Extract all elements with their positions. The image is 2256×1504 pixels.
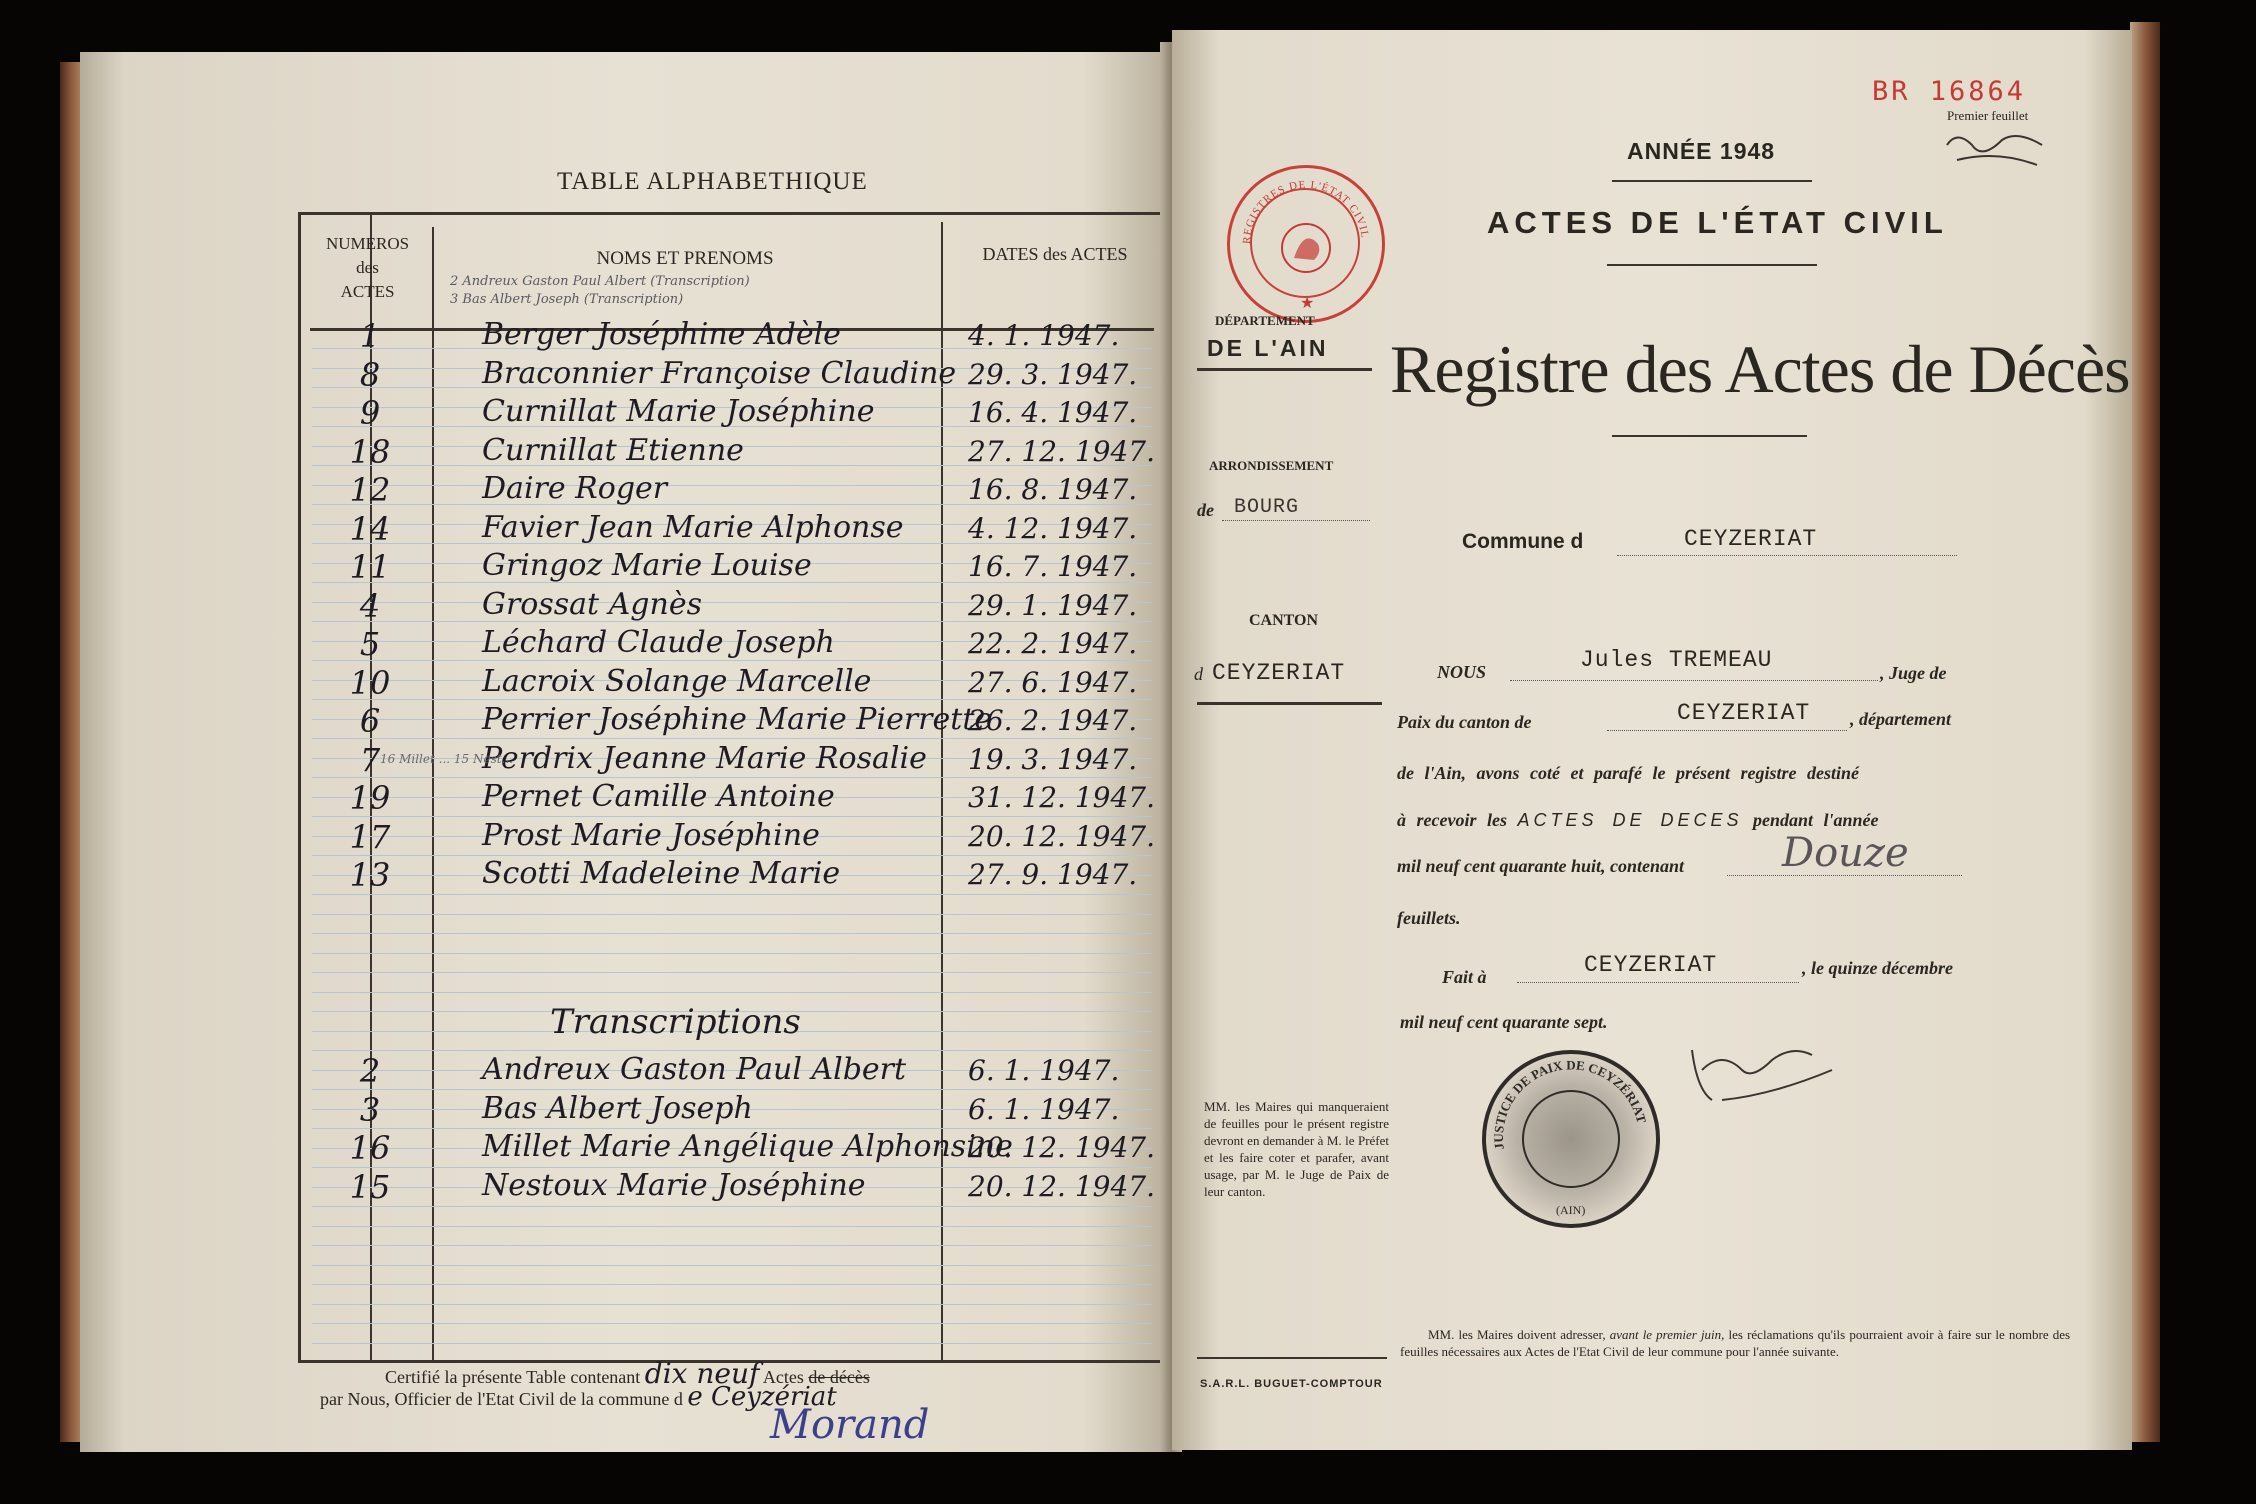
body-line-3: de l'Ain, avons coté et parafé le présent registre destiné (1397, 763, 1859, 783)
ruled-line (312, 992, 1152, 993)
entry-number: 18 (349, 432, 391, 471)
ruled-line (312, 738, 1152, 739)
contenant-handwritten: Douze (1782, 830, 1909, 876)
entry-date: 22. 2. 1947. (968, 627, 1138, 660)
mm-maires-note: MM. les Maires qui manqueraient de feuilles pour le présent registre devront en demander à M. le Préfet et les faire coter et parafer, avant usage, par M. le Juge de Paix de leur canton. (1204, 1099, 1389, 1199)
justice-seal (1482, 1050, 1660, 1228)
entry-name: Perrier Joséphine Marie Pierrette (482, 702, 993, 737)
entry-number: 14 (349, 509, 391, 548)
initials-mark (1937, 125, 2047, 175)
ruled-line (312, 1304, 1152, 1305)
commune-line (1617, 555, 1957, 556)
entry-date: 26. 2. 1947. (968, 704, 1138, 737)
entry-date: 31. 12. 1947. (968, 781, 1156, 814)
transcriptions-heading: Transcriptions (550, 1002, 801, 1042)
entry-number: 11 (349, 548, 391, 586)
ruled-line (312, 1323, 1152, 1324)
registre-title: Registre des Actes de Décès (1390, 331, 2130, 407)
canton-rule (1197, 702, 1382, 705)
entry-name: Gringoz Marie Louise (482, 548, 812, 583)
registre-rule (1612, 435, 1807, 437)
certification-line-2: par Nous, Officier de l'Etat Civil de la commune d e Ceyzériat (320, 1382, 837, 1412)
canton-label: CANTON (1249, 612, 1319, 629)
annee-rule (1612, 180, 1812, 182)
entry-name: Millet Marie Angélique Alphonsine (482, 1129, 1013, 1164)
svg-text:REGISTRES DE L'ÉTAT CIVIL: REGISTRES DE L'ÉTAT CIVIL (1240, 178, 1371, 245)
right-page (1172, 30, 2132, 1450)
entry-date: 16. 7. 1947. (968, 550, 1138, 583)
body-line-5: mil neuf cent quarante huit, contenant (1397, 856, 1685, 876)
entry-number: 8 (359, 355, 381, 394)
entry-name: Curnillat Marie Joséphine (482, 394, 875, 429)
entry-name: Lacroix Solange Marcelle (482, 663, 872, 699)
entry-name: Favier Jean Marie Alphonse (482, 509, 904, 545)
register-reference: BR 16864 (1872, 76, 2027, 107)
entry-date: 4. 1. 1947. (968, 319, 1120, 352)
fait-value: CEYZERIAT (1584, 952, 1718, 978)
ruled-line (312, 1265, 1152, 1266)
body-line-4: à recevoir les ACTES DE DECES pendant l'année (1397, 810, 1879, 830)
open-register-book (60, 22, 2160, 1452)
entry-date: 6. 1. 1947. (968, 1054, 1120, 1087)
ruled-line (312, 914, 1152, 915)
entry-date: 27. 12. 1947. (968, 434, 1156, 468)
entry-number: 2 (359, 1052, 381, 1090)
arrondissement-prefix: de (1197, 500, 1214, 520)
left-page (80, 52, 1170, 1452)
actes-rule (1607, 264, 1817, 266)
header-annotation-2: 3 Bas Albert Joseph (Transcription) (450, 292, 684, 307)
entry-number: 7 (359, 740, 381, 779)
entry-number: 1 (359, 317, 381, 355)
entry-date: 27. 9. 1947. (968, 858, 1138, 891)
arrondissement-value: BOURG (1234, 496, 1300, 519)
departement-label: DÉPARTEMENT (1215, 313, 1315, 328)
commune-handwritten: e Ceyzériat (687, 1382, 837, 1412)
book-edge-right (2130, 22, 2160, 1442)
printer-rule (1197, 1357, 1387, 1359)
officer-signature: Morand (770, 1402, 930, 1448)
ruled-line (312, 953, 1152, 954)
arrondissement-line (1222, 520, 1370, 521)
red-registry-stamp (1227, 165, 1385, 323)
entry-name: Scotti Madeleine Marie (482, 856, 841, 891)
juge-name: Jules TREMEAU (1580, 647, 1773, 673)
entry-date: 29. 1. 1947. (968, 588, 1138, 622)
entry-name: Bas Albert Joseph (482, 1090, 753, 1126)
entry-date: 20. 12. 1947. (968, 1169, 1156, 1203)
actes-de-deces: ACTES DE DECES (1517, 810, 1743, 830)
canton-value: CEYZERIAT (1212, 660, 1346, 686)
entry-name: Prost Marie Joséphine (482, 817, 820, 853)
header-dates: DATES des ACTES (982, 244, 1128, 264)
ruled-line (312, 972, 1152, 973)
ruled-line (312, 933, 1152, 934)
printer-name: S.A.R.L. BUGUET-COMPTOUR (1200, 1378, 1383, 1390)
entry-date: 6. 1. 1947. (968, 1092, 1120, 1126)
entry-name: Curnillat Etienne (482, 432, 744, 468)
header-annotation-1: 2 Andreux Gaston Paul Albert (Transcription) (450, 274, 750, 289)
paix-du-canton-label: Paix du canton de (1397, 712, 1532, 732)
arrondissement-label: ARRONDISSEMENT (1209, 458, 1334, 473)
fait-year: mil neuf cent quarante sept. (1400, 1012, 1608, 1032)
ruled-line (312, 1050, 1152, 1051)
svg-text:★: ★ (1300, 295, 1315, 312)
entry-number: 12 (349, 471, 391, 509)
ruled-line (312, 660, 1152, 661)
entry-number: 15 (349, 1167, 391, 1206)
ruled-line (312, 1343, 1152, 1344)
departement-rule (1197, 368, 1372, 371)
entry-number: 9 (359, 394, 381, 432)
entry-name: Andreux Gaston Paul Albert (482, 1052, 907, 1087)
entry-name: Daire Roger (482, 471, 668, 506)
commune-value: CEYZERIAT (1684, 526, 1818, 552)
juge-de-label: , Juge de (1880, 663, 1947, 683)
fait-date: , le quinze décembre (1802, 958, 1953, 978)
entry-name: Nestoux Marie Joséphine (482, 1167, 866, 1203)
entry-date: 4. 12. 1947. (968, 511, 1138, 545)
entry-date: 20. 12. 1947. (968, 819, 1156, 853)
header-numeros: NUMEROS des ACTES (325, 234, 410, 301)
ruled-line (312, 699, 1152, 700)
entry-date: 16. 8. 1947. (968, 473, 1138, 506)
col-divider-3 (941, 222, 943, 1362)
paix-value: CEYZERIAT (1677, 700, 1811, 726)
premier-feuillet-label: Premier feuillet (1947, 108, 2029, 123)
fait-line (1517, 982, 1799, 983)
count-handwritten: dix neuf (644, 1357, 760, 1390)
ruled-line (312, 1245, 1152, 1246)
commune-label: Commune d (1462, 530, 1584, 553)
juge-signature (1662, 1020, 1842, 1120)
entry-name: Grossat Agnès (482, 586, 702, 622)
ruled-line (312, 1206, 1152, 1207)
ruled-line (312, 894, 1152, 895)
footer-note: MM. les Maires doivent adresser, avant le premier juin, les réclamations qu'ils pourraient avoir à faire sur le nombre des feuilles nécessaires aux Actes de l'Etat Civil de leur commune pour l'année suivante. (1400, 1327, 2071, 1359)
feuillets-label: feuillets. (1397, 908, 1461, 928)
annee-label: ANNÉE 1948 (1627, 138, 1776, 164)
book-edge-left (60, 62, 82, 1442)
departement-value: DE L'AIN (1207, 335, 1329, 361)
svg-text:(AIN): (AIN) (1556, 1203, 1586, 1217)
entry-date: 20. 12. 1947. (968, 1131, 1156, 1164)
actes-title: ACTES DE L'ÉTAT CIVIL (1487, 205, 1948, 240)
entry-name: Léchard Claude Joseph (482, 625, 835, 660)
entry-name: Pernet Camille Antoine (482, 779, 835, 814)
header-noms: NOMS ET PRENOMS (596, 248, 774, 269)
entry-name: Perdrix Jeanne Marie Rosalie (482, 740, 927, 776)
nous-label: NOUS (1437, 662, 1487, 682)
ruled-line (312, 1226, 1152, 1227)
entry-number: 6 (359, 702, 381, 740)
margin-note: 16 Millet ... 15 Nest... (380, 752, 513, 766)
entry-name: Braconnier Françoise Claudine (482, 355, 957, 391)
entry-number: 19 (349, 779, 391, 817)
entry-date: 19. 3. 1947. (968, 742, 1138, 776)
entry-number: 17 (349, 817, 391, 856)
certification-line-1: Certifié la présente Table contenant dix neuf Actes de décès (385, 1357, 870, 1390)
departement-word: , département (1850, 709, 1951, 729)
entry-date: 16. 4. 1947. (968, 396, 1138, 429)
canton-prefix: d (1194, 664, 1203, 684)
entry-number: 4 (359, 586, 381, 625)
ruled-line (312, 777, 1152, 778)
entry-number: 3 (359, 1090, 381, 1129)
entry-number: 10 (349, 663, 391, 702)
juge-line (1510, 680, 1878, 681)
paix-line (1607, 730, 1847, 731)
fait-a-label: Fait à (1442, 967, 1487, 987)
contenant-line (1727, 875, 1962, 876)
entry-number: 13 (349, 856, 391, 894)
entry-date: 29. 3. 1947. (968, 357, 1138, 391)
ruled-line (312, 1284, 1152, 1285)
col-divider-2 (432, 227, 434, 1362)
entry-number: 5 (359, 625, 381, 663)
entry-number: 16 (349, 1129, 391, 1167)
entry-name: Berger Joséphine Adèle (482, 317, 841, 352)
entry-date: 27. 6. 1947. (968, 665, 1138, 699)
table-title: TABLE ALPHABETHIQUE (557, 168, 868, 195)
svg-text:JUSTICE DE PAIX DE CEYZÉRIAT: JUSTICE DE PAIX DE CEYZÉRIAT (1490, 1057, 1650, 1151)
struck-text: de décès (808, 1367, 870, 1387)
